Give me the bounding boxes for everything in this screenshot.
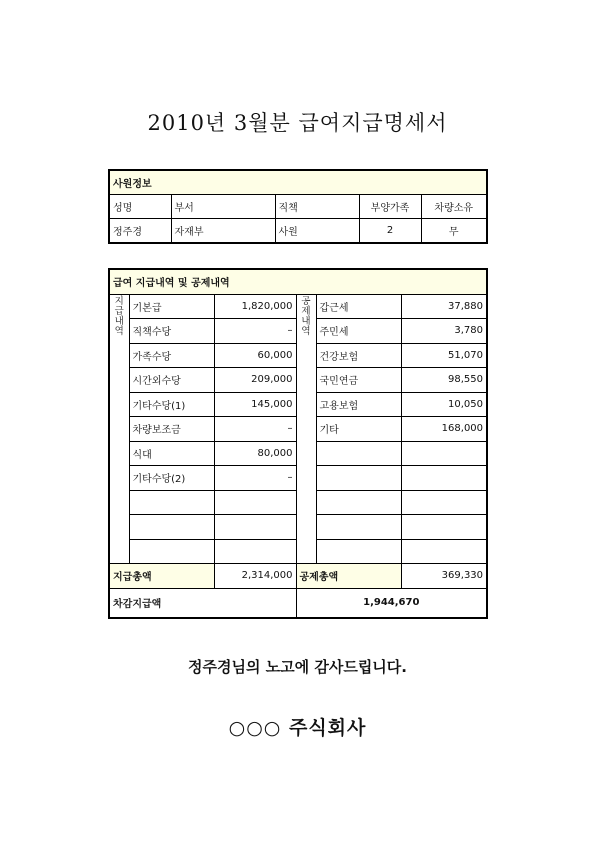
employee-name: 정주경 [109,219,171,244]
pay-item: 기타수당(1) [129,392,214,417]
deduction-item [316,539,401,564]
pay-item [129,539,214,564]
total-pay-amount: 2,314,000 [214,564,296,589]
name-header: 성명 [109,195,171,219]
employee-info-table [108,169,488,244]
deduction-item: 건강보험 [316,343,401,368]
deduction-amount: 51,070 [401,343,487,368]
deduction-amount [401,441,487,466]
total-deduction-amount: 369,330 [401,564,487,589]
thanks-message: 정주경님의 노고에 감사드립니다. [187,658,407,676]
deduction-amount: 98,550 [401,368,487,393]
employee-dept: 자재부 [171,219,275,244]
pay-amount: 80,000 [214,441,296,466]
employee-dependents: 2 [359,219,421,244]
pay-amount: 145,000 [214,392,296,417]
dependents-header: 부양가족 [359,195,421,219]
deduction-amount [401,539,487,564]
deduction-item: 주민세 [316,319,401,344]
employee-position: 사원 [275,219,359,244]
pay-amount: 209,000 [214,368,296,393]
employee-car: 무 [421,219,487,244]
document-title: 2010년 3월분 급여지급명세서 [147,111,448,135]
pay-amount: 60,000 [214,343,296,368]
employee-section-title: 사원정보 [109,170,487,195]
pay-item: 가족수당 [129,343,214,368]
payroll-section-title: 급여 지급내역 및 공제내역 [109,269,487,294]
pay-amount: 1,820,000 [214,294,296,319]
deduction-item: 기타 [316,417,401,442]
pay-item: 식대 [129,441,214,466]
deduction-item [316,515,401,540]
deductions-side-label: 공 제 내 역 [296,294,316,564]
deduction-item: 갑근세 [316,294,401,319]
car-header: 차량소유 [421,195,487,219]
total-pay-label: 지급총액 [109,564,214,589]
pay-amount: – [214,466,296,491]
pay-amount [214,490,296,515]
deduction-amount [401,466,487,491]
pay-item [129,490,214,515]
position-header: 직책 [275,195,359,219]
payments-side-label: 지 급 내 역 [109,294,129,564]
pay-amount [214,539,296,564]
pay-item: 차량보조금 [129,417,214,442]
company-name: ○○○ 주식회사 [228,717,367,739]
deduction-amount: 168,000 [401,417,487,442]
deduction-amount: 10,050 [401,392,487,417]
deduction-amount: 37,880 [401,294,487,319]
deduction-amount [401,515,487,540]
deduction-item: 고용보험 [316,392,401,417]
net-pay-amount: 1,944,670 [296,588,487,618]
pay-item: 기타수당(2) [129,466,214,491]
dept-header: 부서 [171,195,275,219]
payroll-row [109,294,487,319]
pay-amount [214,515,296,540]
deduction-item [316,466,401,491]
pay-item: 시간외수당 [129,368,214,393]
deduction-item: 국민연금 [316,368,401,393]
pay-item: 기본급 [129,294,214,319]
pay-amount: – [214,417,296,442]
pay-amount: – [214,319,296,344]
deduction-item [316,441,401,466]
net-pay-label: 차감지급액 [109,588,296,618]
deduction-amount [401,490,487,515]
deduction-item [316,490,401,515]
pay-item [129,515,214,540]
payroll-table [108,268,488,619]
total-deduction-label: 공제총액 [296,564,401,589]
deduction-amount: 3,780 [401,319,487,344]
pay-item: 직책수당 [129,319,214,344]
